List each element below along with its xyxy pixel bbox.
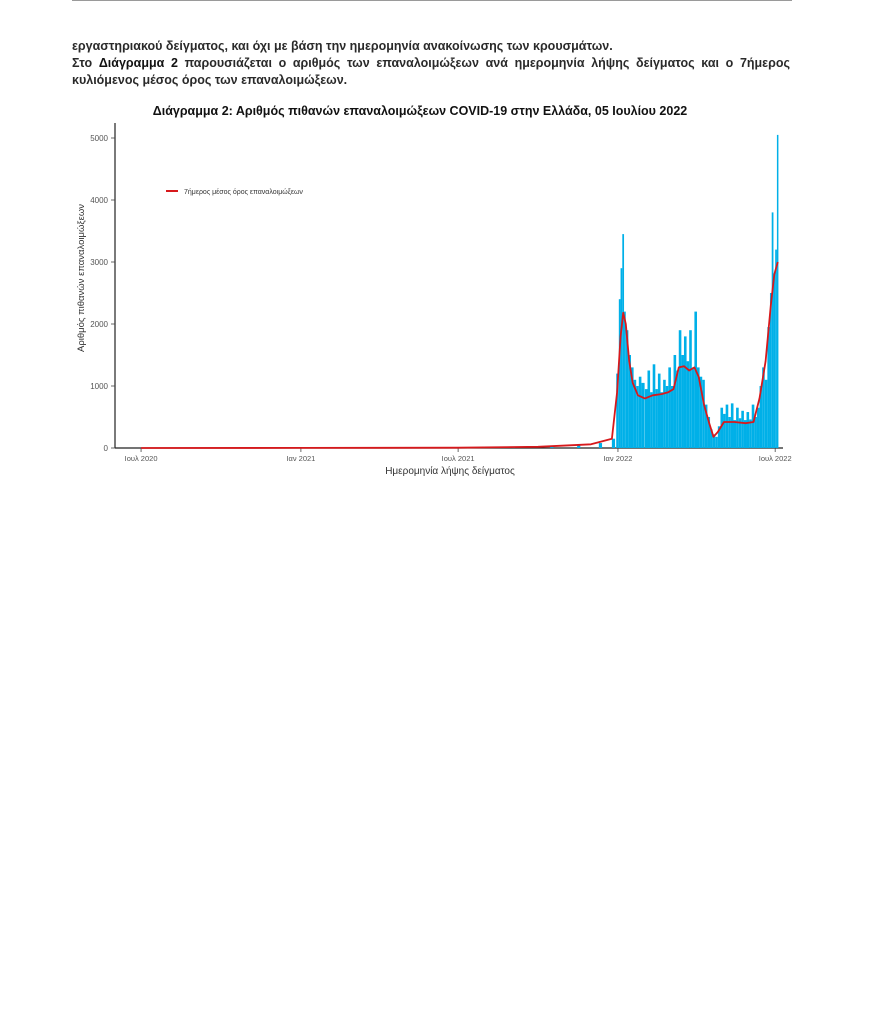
x-tick-label-1: Ιαν 2021 <box>286 454 316 463</box>
bar-65 <box>757 408 760 448</box>
bar-57 <box>736 408 739 448</box>
bar-33 <box>674 355 677 448</box>
chart-container <box>70 98 800 488</box>
paragraph-line-2 <box>72 55 790 89</box>
bar-61 <box>747 412 750 448</box>
y-axis-label: Αριθμός πιθανών επαναλοιμώξεων <box>76 203 87 353</box>
bar-28 <box>661 392 664 448</box>
y-tick-label-2: 2000 <box>90 320 108 329</box>
bar-29 <box>663 380 666 448</box>
bar-59 <box>741 411 744 448</box>
bar-26 <box>655 389 658 448</box>
bar-53 <box>726 405 729 448</box>
bar-27 <box>658 374 661 448</box>
legend <box>166 188 303 196</box>
bar-68 <box>765 380 768 448</box>
x-tick-label-0: Ιουλ 2020 <box>124 454 158 463</box>
paragraph-line-1: εργαστηριακού δείγματος, και όχι με βάση την ημερομηνία ανακοίνωσης των κρουσμάτων. <box>72 39 613 53</box>
bar-62 <box>749 419 752 448</box>
bar-30 <box>666 386 669 448</box>
y-tick-label-5: 5000 <box>90 134 108 143</box>
bar-52 <box>723 414 726 448</box>
bar-35 <box>679 330 682 448</box>
bar-44 <box>702 380 705 448</box>
bar-9 <box>612 439 615 448</box>
bar-13 <box>622 234 624 448</box>
bar-60 <box>744 420 747 448</box>
bar-24 <box>650 392 653 448</box>
body-paragraph <box>72 38 790 89</box>
bar-64 <box>754 417 757 448</box>
x-axis-label: Ημερομηνία λήψης δείγματος <box>385 466 515 477</box>
bar-12 <box>621 268 623 448</box>
bar-55 <box>731 403 734 448</box>
bar-71 <box>772 212 774 448</box>
bar-39 <box>689 330 692 448</box>
y-tick-label-4: 4000 <box>90 196 108 205</box>
bar-73 <box>775 250 777 448</box>
bar-8 <box>599 443 602 448</box>
bar-20 <box>639 377 642 448</box>
top-rule <box>72 0 792 1</box>
chart-title: Διάγραμμα 2: Αριθμός πιθανών επαναλοιμώξεων COVID-19 στην Ελλάδα, 05 Ιουλίου 2022 <box>152 104 688 118</box>
bar-37 <box>684 336 687 448</box>
y-tick-label-0: 0 <box>103 444 108 453</box>
bar-72 <box>773 274 775 448</box>
bar-49 <box>715 437 718 448</box>
x-tick-label-2: Ιουλ 2021 <box>441 454 475 463</box>
bar-74 <box>777 135 779 448</box>
bar-series <box>141 135 778 449</box>
y-tick-label-3: 3000 <box>90 258 108 267</box>
bar-34 <box>676 371 679 449</box>
diagram-reference: Διάγραμμα 2 <box>98 56 178 70</box>
bar-14 <box>624 312 626 448</box>
bar-38 <box>687 361 690 448</box>
bar-36 <box>681 355 684 448</box>
legend-label: 7ήμερος μέσος όρος επαναλοιμώξεων <box>184 189 303 196</box>
paragraph-prefix: Στο <box>72 56 99 70</box>
bar-23 <box>647 371 650 449</box>
bar-41 <box>694 312 697 448</box>
reinfection-chart <box>70 98 800 488</box>
x-tick-label-4: Ιουλ 2022 <box>758 454 792 463</box>
y-tick-label-1: 1000 <box>90 382 108 391</box>
paragraph-rest: παρουσιάζεται ο αριθμός των επαναλοιμώξεων ανά ημερομηνία λήψης δείγματος και ο 7ήμερος κυλιόμενος μέσος όρος των επαναλοιμώξεων. <box>72 56 790 87</box>
bar-40 <box>692 367 695 448</box>
bar-25 <box>653 364 656 448</box>
bar-56 <box>733 420 736 448</box>
y-axis <box>90 123 115 453</box>
bar-32 <box>671 386 674 448</box>
x-axis <box>115 448 792 463</box>
bar-21 <box>641 383 644 448</box>
x-tick-label-3: Ιαν 2022 <box>603 454 633 463</box>
bar-63 <box>752 405 755 448</box>
bar-31 <box>668 367 671 448</box>
